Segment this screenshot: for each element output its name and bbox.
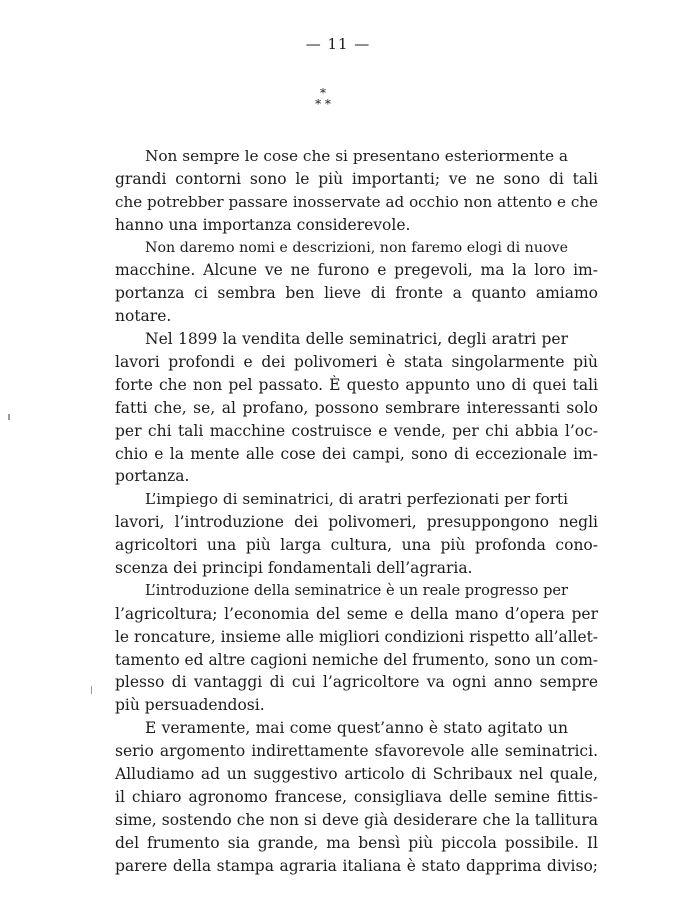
text-line: parere della stampa agraria italiana è stato dapprima diviso; [115,856,598,875]
text-line: fatti che, se, al profano, possono sembrare interessanti solo [115,398,598,417]
text-line: scenza dei principi fondamentali dell’agraria. [115,559,473,578]
text-line: notare. [115,307,172,326]
asterism-bottom: * * [315,97,331,111]
text-line: portanza ci sembra ben lieve di fronte a quanto amiamo [115,284,598,303]
text-line: portanza. [115,467,190,486]
text-line: che potrebber passare inosservate ad occhio non attento e che [115,192,598,211]
page-number: — 11 — [305,35,371,53]
text-line: macchine. Alcune ve ne furono e pregevoli, ma la loro im- [115,261,598,280]
text-line: il chiaro agronomo francese, consigliava delle semine fittis- [115,787,598,806]
text-line: lavori profondi e dei polivomeri è stata singolarmente più [115,353,598,372]
text-line: Non daremo nomi e descrizioni, non faremo elogi di nuove [145,239,568,256]
text-line: L’impiego di seminatrici, di aratri perfezionati per forti [145,490,568,509]
body-text [115,145,599,878]
text-line: forte che non pel passato. È questo appunto uno di quei tali [115,375,598,394]
text-line: le roncature, insieme alle migliori condizioni rispetto all’allet- [115,627,598,646]
text-line: più persuadendosi. [115,696,265,715]
text-line: grandi contorni sono le più importanti; ve ne sono di tali [115,169,598,188]
text-line: E veramente, mai come quest’anno è stato agitato un [145,719,568,738]
text-line: sime, sostendo che non si deve già desiderare che la tallitura [115,810,598,829]
text-line: per chi tali macchine costruisce e vende, per chi abbia l’oc- [115,421,598,440]
text-line: Nel 1899 la vendita delle seminatrici, degli aratri per [145,330,568,349]
text-line: Non sempre le cose che si presentano esteriormente a [145,147,568,165]
text-line: tamento ed altre cagioni nemiche del frumento, sono un com- [115,650,599,669]
scan-speck [91,686,92,694]
text-line: lavori, l’introduzione dei polivomeri, presuppongono negli [115,513,598,532]
scan-speck [8,414,10,420]
asterism-top: * [320,86,326,100]
asterism-divider [303,88,343,118]
text-line: serio argomento indirettamente sfavorevole alle seminatrici. [115,742,598,761]
text-line: Alludiamo ad un suggestivo articolo di Schribaux nel quale, [115,765,598,784]
text-line: agricoltori una più larga cultura, una più profonda cono- [115,536,598,555]
text-line: l’agricoltura; l’economia del seme e della mano d’opera per [115,604,598,623]
text-line: L’introduzione della seminatrice è un reale progresso per [145,581,568,599]
text-line: hanno una importanza considerevole. [115,215,411,234]
text-line: del frumento sia grande, ma bensì più piccola possibile. Il [115,833,598,852]
text-line: plesso di vantaggi di cui l’agricoltore va ogni anno sempre [115,673,598,692]
text-line: chio e la mente alle cose dei campi, sono di eccezionale im- [115,444,598,463]
